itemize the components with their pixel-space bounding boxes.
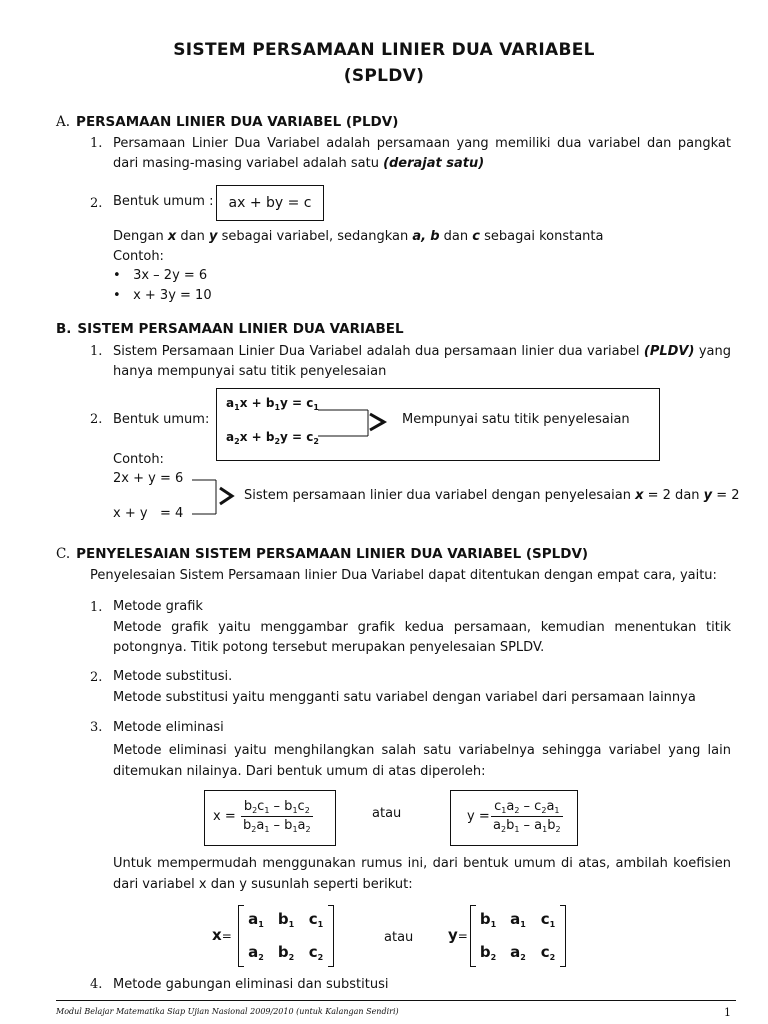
matrix-cell: $a_2$ <box>510 943 526 962</box>
matrix-cell: $c_2$ <box>540 943 556 962</box>
section-c-heading <box>56 546 588 562</box>
matrix-cell: $a_1$ <box>510 910 526 929</box>
spldv-bracket-icon <box>318 402 398 442</box>
section-b-letter: B. <box>56 321 72 337</box>
b-contoh-label: Contoh: <box>113 452 164 467</box>
footer-divider <box>56 1000 736 1001</box>
c-m4-title: Metode gabungan eliminasi dan substitusi <box>113 977 389 992</box>
formula-x-numerator: $b_2c_1 - b_1c_2$ <box>241 799 313 817</box>
note-var-x: x <box>635 488 644 503</box>
note-var-y: y <box>703 488 713 503</box>
c-m1-number: 1. <box>90 600 103 615</box>
matrix-y-var: y <box>448 926 458 944</box>
a-item2-number: 2. <box>90 196 103 211</box>
desc-const-a: a, <box>412 229 427 244</box>
matrix-cell: $a_2$ <box>248 943 264 962</box>
formula-y-numerator: $c_1a_2 - c_2a_1$ <box>491 799 563 817</box>
formula-x-lhs: x = <box>213 809 236 824</box>
desc-part: sebagai variabel, sedangkan <box>217 229 413 244</box>
matrix-x <box>238 906 334 966</box>
desc-part: sebagai konstanta <box>480 229 604 244</box>
c-m2-number: 2. <box>90 670 103 685</box>
formula-x-denominator: $b_2a_1 - b_1a_2$ <box>243 818 311 834</box>
spldv-note: Mempunyai satu titik penyelesaian <box>402 412 630 427</box>
page-subtitle: (SPLDV) <box>343 66 425 86</box>
desc-part: Dengan <box>113 229 168 244</box>
c-m1-desc: Metode grafik yaitu menggambar grafik kedua persamaan, kemudian menentukan titik potongnya. Titik potong tersebut merupakan penyelesaian SPLDV. <box>113 620 731 655</box>
matrix-x-eq: = <box>221 929 232 943</box>
note-part: Sistem persamaan linier dua variabel dengan penyelesaian <box>244 488 636 503</box>
desc-var-y: y <box>208 229 218 244</box>
c-m3-desc: Metode eliminasi yaitu menghilangkan salah satu variabelnya sehingga variabel yang lain ditemukan nilainya. Dari bentuk umum di atas diperoleh: <box>113 743 731 779</box>
matrix-y <box>470 906 566 966</box>
page-number: 1 <box>724 1006 731 1019</box>
matrix-x-lhs <box>212 926 232 944</box>
b-item1-body: Sistem Persamaan Linier Dua Variabel adalah dua persamaan linier dua variabel <box>113 344 644 359</box>
formula-y-box <box>450 790 578 846</box>
matrix-cell: $c_2$ <box>308 943 324 962</box>
b-example-eq2: x + y = 4 <box>113 506 184 521</box>
bullet-icon: • <box>113 288 121 303</box>
a-example-2-text: x + 3y = 10 <box>133 288 212 303</box>
c-m4-number: 4. <box>90 977 103 992</box>
formula-y-lhs: y = <box>467 809 490 824</box>
a-example-1 <box>113 268 207 283</box>
section-a-title: PERSAMAAN LINIER DUA VARIABEL (PLDV) <box>76 114 399 130</box>
c-m2-desc: Metode substitusi yaitu mengganti satu variabel dengan variabel dari persamaan lainnya <box>113 690 696 705</box>
bullet-icon: • <box>113 268 121 283</box>
section-b-title: SISTEM PERSAMAAN LINIER DUA VARIABEL <box>77 321 404 337</box>
spldv-eq2: $a_2x + b_2y = c_2$ <box>226 430 319 446</box>
desc-const-c: c <box>472 229 480 244</box>
matrix-cell: $b_1$ <box>479 910 497 929</box>
spldv-eq1: $a_1x + b_1y = c_1$ <box>226 396 319 412</box>
formula-x-box <box>204 790 336 846</box>
general-form-box <box>216 185 324 221</box>
desc-const-b: b <box>430 229 440 244</box>
section-a-letter: A. <box>56 114 71 130</box>
section-b-heading <box>56 321 404 337</box>
a-description <box>113 229 603 244</box>
a-contoh-label: Contoh: <box>113 249 164 264</box>
footer-text: Modul Belajar Matematika Siap Ujian Nasional 2009/2010 (untuk Kalangan Sendiri) <box>56 1007 399 1016</box>
b-item1-emph: (PLDV) <box>643 344 695 359</box>
matrix-cell: $c_1$ <box>540 910 556 929</box>
b-item2-label: Bentuk umum: <box>113 412 210 427</box>
matrix-y-eq: = <box>457 929 468 943</box>
page-title: SISTEM PERSAMAAN LINIER DUA VARIABEL <box>173 40 595 60</box>
formula-y-fraction <box>491 799 563 834</box>
matrix-cell: $b_2$ <box>479 943 497 962</box>
section-c-letter: C. <box>56 546 71 562</box>
formula-x-fraction <box>241 799 313 834</box>
b-example-note <box>244 488 740 503</box>
c-m3-title: Metode eliminasi <box>113 720 224 735</box>
c-m2-title: Metode substitusi. <box>113 669 233 684</box>
b-item2-number: 2. <box>90 412 103 427</box>
a-item1-body: Persamaan Linier Dua Variabel adalah persamaan yang memiliki dua variabel dan pangkat dari masing-masing variabel adalah satu <box>113 136 731 171</box>
matrix-cell: $c_1$ <box>308 910 324 929</box>
a-example-2 <box>113 288 212 303</box>
a-item1-emph: (derajat satu) <box>383 156 485 171</box>
matrix-cell: $b_1$ <box>277 910 295 929</box>
formula-y-denominator: $a_2b_1 - a_1b_2$ <box>493 818 561 834</box>
desc-part: dan <box>439 229 473 244</box>
note-part: = 2 <box>712 488 740 503</box>
b-item1-text <box>113 342 731 382</box>
c-m3-number: 3. <box>90 720 103 735</box>
example-bracket-icon <box>192 476 242 518</box>
b-example-eq1: 2x + y = 6 <box>113 471 184 486</box>
a-item2-label: Bentuk umum : <box>113 194 214 209</box>
b-item1-number: 1. <box>90 344 103 359</box>
a-item1-number: 1. <box>90 136 103 151</box>
matrix-x-var: x <box>212 926 222 944</box>
section-c-title: PENYELESAIAN SISTEM PERSAMAAN LINIER DUA VARIABEL (SPLDV) <box>76 546 589 562</box>
desc-var-x: x <box>167 229 177 244</box>
matrix-y-lhs <box>448 926 468 944</box>
matrix-cell: $b_2$ <box>277 943 295 962</box>
matrix-x-grid <box>238 906 334 966</box>
b-item1-body2: yang hanya mempunyai satu titik penyelesaian <box>113 344 731 379</box>
a-example-1-text: 3x – 2y = 6 <box>133 268 208 283</box>
matrix-cell: $a_1$ <box>248 910 264 929</box>
c-intro: Penyelesaian Sistem Persamaan linier Dua Variabel dapat ditentukan dengan empat cara, yaitu: <box>90 568 717 583</box>
desc-part: dan <box>176 229 209 244</box>
a-item1-text <box>113 134 731 174</box>
atau-2: atau <box>384 930 414 945</box>
section-a-heading <box>56 114 398 130</box>
atau-1: atau <box>372 806 402 821</box>
c-simplify-text: Untuk mempermudah menggunakan rumus ini, dari bentuk umum di atas, ambilah koefisien dari variabel x dan y susunlah seperti berikut: <box>113 856 731 892</box>
matrix-y-grid <box>470 906 566 966</box>
c-m1-title: Metode grafik <box>113 599 203 614</box>
general-form-formula: ax + by = c <box>228 195 312 211</box>
note-part: = 2 dan <box>643 488 704 503</box>
